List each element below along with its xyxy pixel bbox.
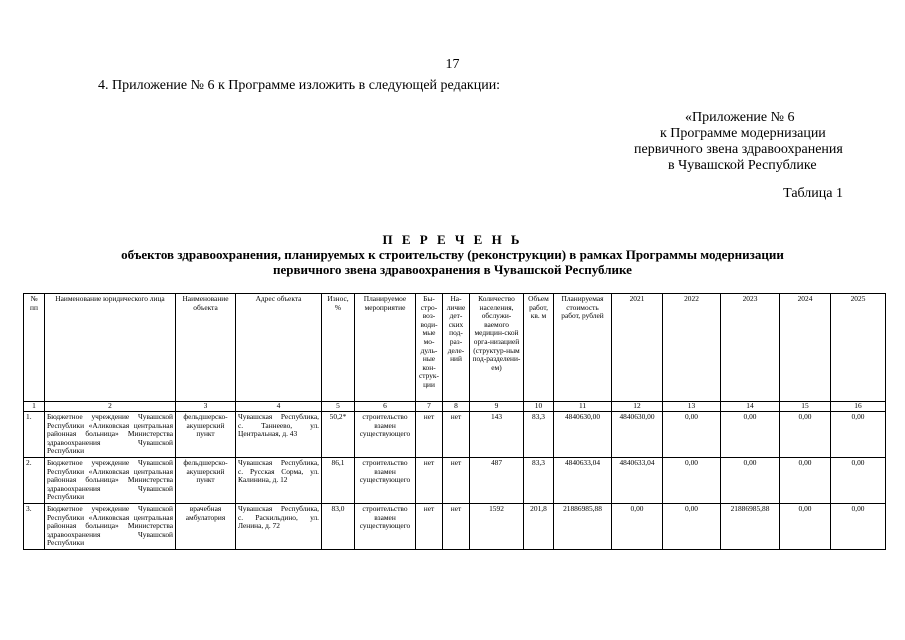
cost-2022: 0,00: [663, 503, 721, 549]
population: 143: [470, 412, 524, 458]
column-number: 8: [443, 402, 470, 412]
appendix-line-4: в Чувашской Республике: [668, 158, 817, 173]
column-number: 14: [721, 402, 780, 412]
header-cell: Количество населения, обслужи-ваемого медицин-ской орга-низацией (структур-ным под-разделени-ем): [470, 294, 524, 402]
column-number: 16: [831, 402, 886, 412]
planned-measure: строительство взамен существующего: [355, 457, 416, 503]
intro-paragraph: 4. Приложение № 6 к Программе изложить в следующей редакции:: [98, 78, 501, 93]
row-number: 3.: [24, 503, 45, 549]
header-cell: 2025: [831, 294, 886, 402]
object-name: фельдшерско-акушерский пункт: [176, 457, 236, 503]
header-cell: 2023: [721, 294, 780, 402]
table-row: [24, 457, 886, 503]
title-line-2: объектов здравоохранения, планируемых к строительству (реконструкции) в рамках Программы модернизации: [121, 247, 784, 262]
wear-percent: 83,0: [322, 503, 355, 549]
cost-2024: 0,00: [780, 457, 831, 503]
column-number: 4: [236, 402, 322, 412]
appendix-line-2: к Программе модернизации: [660, 126, 826, 141]
population: 487: [470, 457, 524, 503]
header-cell: Планируемое мероприятие: [355, 294, 416, 402]
children-flag: нет: [443, 412, 470, 458]
cost-2021: 4840630,00: [612, 412, 663, 458]
modular-flag: нет: [416, 412, 443, 458]
column-number: 11: [554, 402, 612, 412]
header-cell: Износ, %: [322, 294, 355, 402]
appendix-heading: [620, 110, 900, 174]
cost-2021: 0,00: [612, 503, 663, 549]
column-number: 12: [612, 402, 663, 412]
wear-percent: 50,2*: [322, 412, 355, 458]
table-row: [24, 412, 886, 458]
cost-2024: 0,00: [780, 503, 831, 549]
planned-measure: строительство взамен существующего: [355, 503, 416, 549]
header-cell: Наименование объекта: [176, 294, 236, 402]
modular-flag: нет: [416, 457, 443, 503]
column-number: 3: [176, 402, 236, 412]
cost-2025: 0,00: [831, 412, 886, 458]
planned-cost: 21886985,88: [554, 503, 612, 549]
column-number: 7: [416, 402, 443, 412]
work-area: 83,3: [524, 412, 554, 458]
appendix-line-3: первичного звена здравоохранения: [634, 142, 843, 157]
cost-2022: 0,00: [663, 457, 721, 503]
org-name: Бюджетное учреждение Чувашской Республики «Аликовская центральная районная больница» Министерства здравоохранения Чувашской Республики: [45, 503, 176, 549]
header-cell: На-личие дет-ских под-раз-деле-ний: [443, 294, 470, 402]
row-number: 2.: [24, 457, 45, 503]
table-row: [24, 503, 886, 549]
org-name: Бюджетное учреждение Чувашской Республики «Аликовская центральная районная больница» Министерства здравоохранения Чувашской Республики: [45, 457, 176, 503]
cost-2023: 0,00: [721, 457, 780, 503]
appendix-line-1: «Приложение № 6: [685, 110, 795, 125]
page-number: 17: [445, 57, 460, 72]
header-cell: № пп: [24, 294, 45, 402]
planned-measure: строительство взамен существующего: [355, 412, 416, 458]
column-number-row: [24, 402, 886, 412]
header-cell: Наименование юридического лица: [45, 294, 176, 402]
children-flag: нет: [443, 503, 470, 549]
header-cell: 2024: [780, 294, 831, 402]
cost-2025: 0,00: [831, 503, 886, 549]
wear-percent: 86,1: [322, 457, 355, 503]
planned-cost: 4840630,00: [554, 412, 612, 458]
table-label: Таблица 1: [783, 186, 843, 201]
cost-2025: 0,00: [831, 457, 886, 503]
column-number: 1: [24, 402, 45, 412]
org-name: Бюджетное учреждение Чувашской Республики «Аликовская центральная районная больница» Министерства здравоохранения Чувашской Республики: [45, 412, 176, 458]
header-cell: 2021: [612, 294, 663, 402]
column-number: 13: [663, 402, 721, 412]
object-address: Чувашская Республика, с. Таннеево, ул. Центральная, д. 43: [236, 412, 322, 458]
header-cell: Адрес объекта: [236, 294, 322, 402]
cost-2023: 21886985,88: [721, 503, 780, 549]
cost-2021: 4840633,04: [612, 457, 663, 503]
cost-2023: 0,00: [721, 412, 780, 458]
work-area: 83,3: [524, 457, 554, 503]
column-number: 6: [355, 402, 416, 412]
children-flag: нет: [443, 457, 470, 503]
modular-flag: нет: [416, 503, 443, 549]
column-number: 9: [470, 402, 524, 412]
column-number: 10: [524, 402, 554, 412]
header-cell: Бы-стро-воз-води-мые мо-дуль-ные кон-струк-ции: [416, 294, 443, 402]
header-cell: 2022: [663, 294, 721, 402]
header-cell: Планируемая стоимость работ, рублей: [554, 294, 612, 402]
document-title: [0, 232, 905, 277]
cost-2022: 0,00: [663, 412, 721, 458]
column-number: 2: [45, 402, 176, 412]
table-header-row: [24, 294, 886, 402]
column-number: 15: [780, 402, 831, 412]
object-name: фельдшерско-акушерский пункт: [176, 412, 236, 458]
object-address: Чувашская Республика, с. Раскильдино, ул. Ленина, д. 72: [236, 503, 322, 549]
population: 1592: [470, 503, 524, 549]
title-line-1: П Е Р Е Ч Е Н Ь: [382, 232, 523, 247]
object-address: Чувашская Республика, с. Русская Сорма, ул. Калинина, д. 12: [236, 457, 322, 503]
objects-table: [23, 293, 886, 550]
cost-2024: 0,00: [780, 412, 831, 458]
header-cell: Объем работ, кв. м: [524, 294, 554, 402]
work-area: 201,8: [524, 503, 554, 549]
column-number: 5: [322, 402, 355, 412]
row-number: 1.: [24, 412, 45, 458]
planned-cost: 4840633,04: [554, 457, 612, 503]
title-line-3: первичного звена здравоохранения в Чувашской Республике: [273, 262, 632, 277]
object-name: врачебная амбулатория: [176, 503, 236, 549]
